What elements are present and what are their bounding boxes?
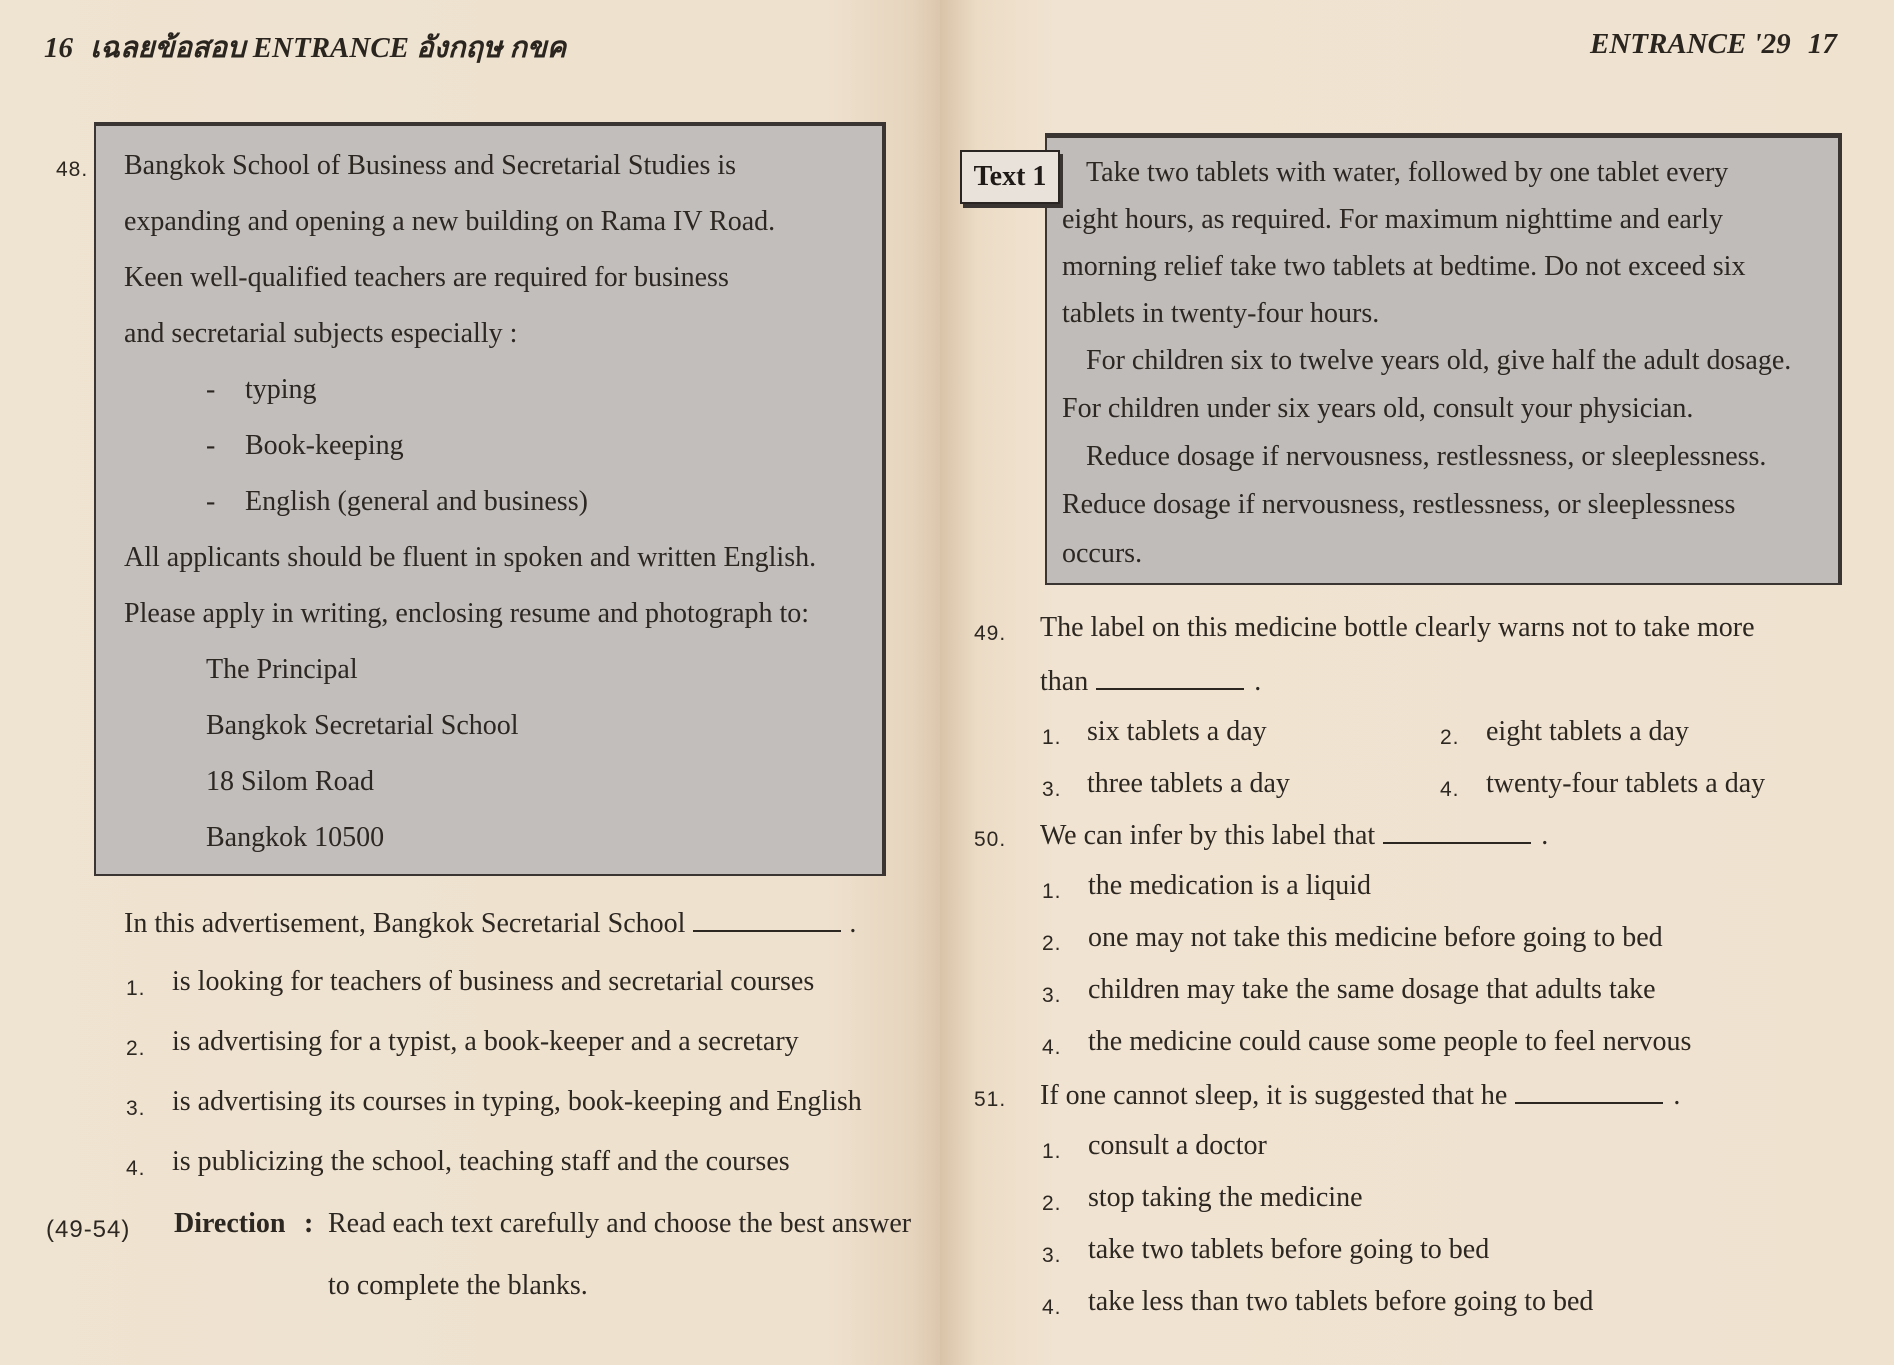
left-page-header: [44, 24, 566, 70]
question-number-51: 51.: [974, 1088, 1007, 1111]
text-1-line: For children six to twelve years old, give half the adult dosage.: [1086, 345, 1792, 376]
option-text[interactable]: take less than two tablets before going to bed: [1088, 1286, 1594, 1317]
answer-blank: [1515, 1078, 1663, 1104]
question-49-stem-line2: [1040, 664, 1261, 698]
direction-colon: :: [304, 1208, 314, 1239]
option-text[interactable]: three tablets a day: [1087, 768, 1290, 799]
option-text[interactable]: consult a doctor: [1088, 1130, 1267, 1161]
direction-label: Direction: [174, 1208, 286, 1239]
address-line: Bangkok 10500: [206, 822, 385, 853]
direction-text: Read each text carefully and choose the best answer: [328, 1208, 912, 1239]
option-number: 4.: [1440, 778, 1460, 801]
option-number: 3.: [1042, 1244, 1062, 1267]
apply-line: Please apply in writing, enclosing resume and photograph to:: [124, 598, 810, 629]
ad-line: Bangkok School of Business and Secretarial Studies is: [124, 150, 737, 181]
question-51-stem-text: If one cannot sleep, it is suggested that he: [1040, 1080, 1508, 1111]
option-text[interactable]: the medicine could cause some people to feel nervous: [1088, 1026, 1692, 1057]
question-49-stem: The label on this medicine bottle clearly warns not to take more: [1040, 612, 1755, 643]
right-page-header: [1590, 28, 1837, 61]
option-number: 4.: [1042, 1296, 1062, 1319]
option-number: 2.: [1042, 1192, 1062, 1215]
right-header-title: ENTRANCE '29: [1590, 28, 1791, 60]
option-text[interactable]: is publicizing the school, teaching staff and the courses: [172, 1146, 790, 1177]
question-51-stem: [1040, 1078, 1680, 1112]
page-number-left: 16: [44, 32, 73, 64]
question-48-stem: [124, 906, 856, 940]
ad-line: and secretarial subjects especially :: [124, 318, 518, 349]
subject-item: English (general and business): [245, 486, 588, 517]
direction-text: to complete the blanks.: [328, 1270, 588, 1301]
question-number-48: 48.: [56, 158, 89, 181]
option-number: 2.: [126, 1037, 146, 1060]
direction-range: (49-54): [46, 1216, 131, 1243]
option-text[interactable]: take two tablets before going to bed: [1088, 1234, 1490, 1265]
option-text[interactable]: is advertising its courses in typing, book-keeping and English: [172, 1086, 862, 1117]
option-number: 3.: [1042, 778, 1062, 801]
address-line: Bangkok Secretarial School: [206, 710, 519, 741]
answer-blank: [1096, 664, 1244, 690]
text-1-line: occurs.: [1062, 538, 1143, 569]
option-number: 4.: [126, 1157, 146, 1180]
option-number: 1.: [126, 977, 146, 1000]
question-50-stem-text: We can infer by this label that: [1040, 820, 1376, 851]
question-number-50: 50.: [974, 828, 1007, 851]
subject-bullet: -: [206, 486, 216, 517]
text-1-label: Text 1: [960, 150, 1060, 204]
address-line: The Principal: [206, 654, 358, 685]
option-text[interactable]: the medication is a liquid: [1088, 870, 1372, 901]
option-text[interactable]: is looking for teachers of business and secretarial courses: [172, 966, 815, 997]
stem-period: .: [1673, 1080, 1681, 1111]
option-number: 2.: [1440, 726, 1460, 749]
option-text[interactable]: is advertising for a typist, a book-keeper and a secretary: [172, 1026, 799, 1057]
option-text[interactable]: twenty-four tablets a day: [1486, 768, 1766, 799]
apply-line: All applicants should be fluent in spoken and written English.: [124, 542, 817, 573]
option-number: 4.: [1042, 1036, 1062, 1059]
option-number: 1.: [1042, 1140, 1062, 1163]
address-line: 18 Silom Road: [206, 766, 375, 797]
text-1-line: morning relief take two tablets at bedtime. Do not exceed six: [1062, 251, 1746, 282]
question-49-than: than: [1040, 666, 1089, 697]
page-number-right: 17: [1807, 28, 1837, 60]
subject-bullet: -: [206, 374, 216, 405]
option-text[interactable]: eight tablets a day: [1486, 716, 1689, 747]
text-1-line: Reduce dosage if nervousness, restlessness, or sleeplessness: [1062, 489, 1736, 520]
ad-line: expanding and opening a new building on Rama IV Road.: [124, 206, 776, 237]
subject-bullet: -: [206, 430, 216, 461]
stem-period: .: [1541, 820, 1549, 851]
option-number: 1.: [1042, 880, 1062, 903]
question-number-49: 49.: [974, 622, 1007, 645]
option-text[interactable]: children may take the same dosage that adults take: [1088, 974, 1656, 1005]
left-header-title: เฉลยข้อสอบ ENTRANCE อังกฤษ กขค: [90, 32, 567, 64]
text-1-line: tablets in twenty-four hours.: [1062, 298, 1380, 329]
stem-period: .: [849, 908, 857, 939]
text-1-line: Reduce dosage if nervousness, restlessness, or sleeplessness.: [1086, 441, 1767, 472]
text-1-line: Take two tablets with water, followed by one tablet every: [1086, 157, 1729, 188]
answer-blank: [1383, 818, 1531, 844]
option-text[interactable]: stop taking the medicine: [1088, 1182, 1363, 1213]
text-1-line: eight hours, as required. For maximum nighttime and early: [1062, 204, 1723, 235]
option-number: 3.: [1042, 984, 1062, 1007]
option-number: 2.: [1042, 932, 1062, 955]
option-text[interactable]: six tablets a day: [1087, 716, 1267, 747]
subject-item: Book-keeping: [245, 430, 404, 461]
subject-item: typing: [245, 374, 317, 405]
answer-blank: [693, 906, 841, 932]
option-number: 1.: [1042, 726, 1062, 749]
left-page: [0, 0, 940, 1365]
ad-line: Keen well-qualified teachers are required for business: [124, 262, 729, 293]
option-text[interactable]: one may not take this medicine before going to bed: [1088, 922, 1663, 953]
stem-period: .: [1254, 666, 1262, 697]
text-1-line: For children under six years old, consult your physician.: [1062, 393, 1694, 424]
question-50-stem: [1040, 818, 1548, 852]
option-number: 3.: [126, 1097, 146, 1120]
question-48-stem-text: In this advertisement, Bangkok Secretarial School: [124, 908, 686, 939]
